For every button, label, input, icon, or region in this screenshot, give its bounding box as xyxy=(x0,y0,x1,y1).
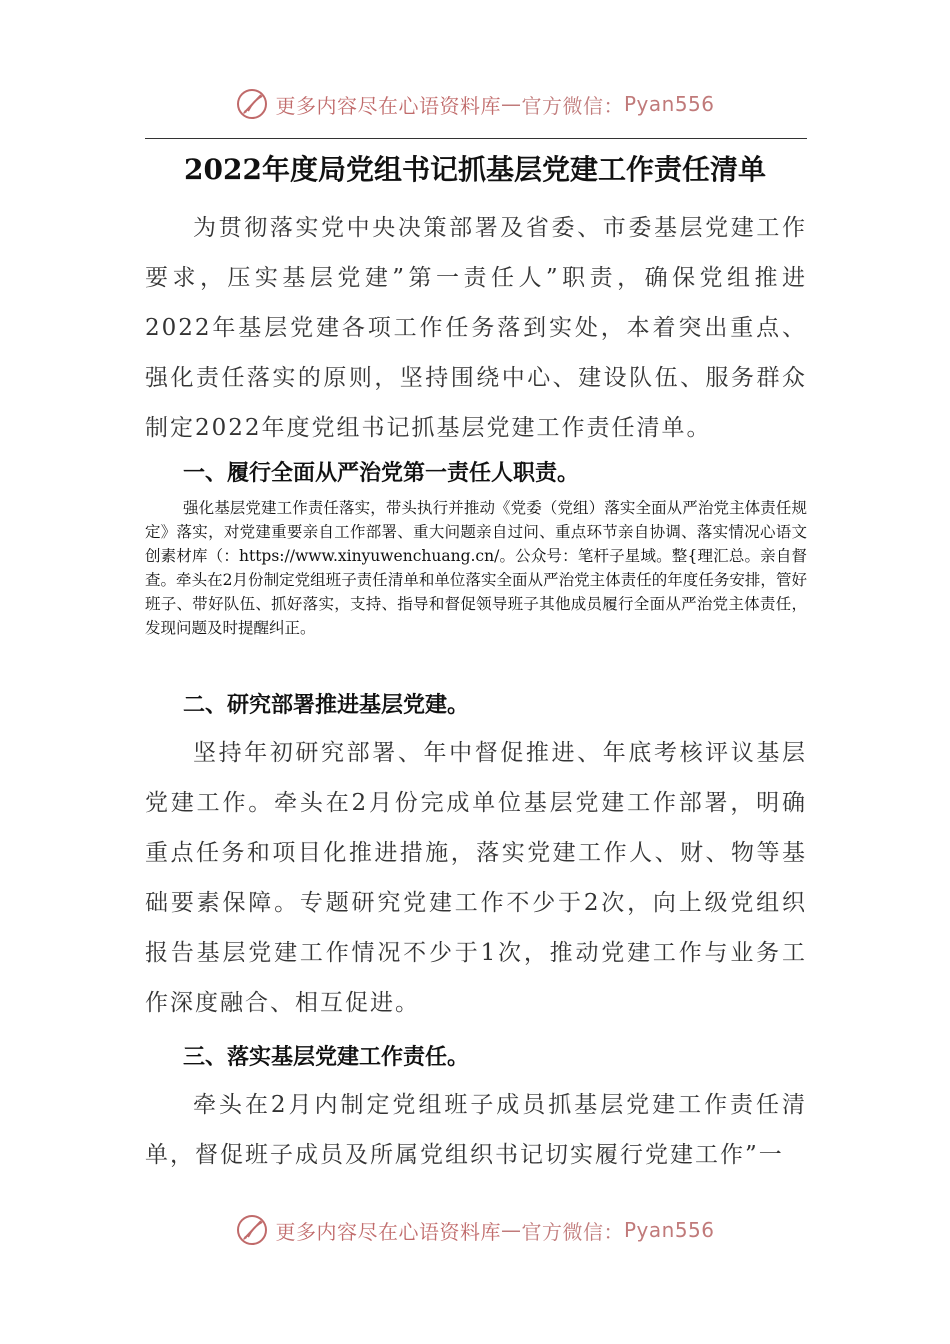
section2-heading: 二、研究部署推进基层党建。 xyxy=(183,692,470,718)
bottom-banner xyxy=(0,1210,950,1250)
quill-logo-icon xyxy=(235,1213,269,1247)
section3-heading: 三、落实基层党建工作责任。 xyxy=(183,1044,470,1070)
banner-dash: — xyxy=(500,1218,522,1242)
intro-paragraph: 为贯彻落实党中央决策部署及省委、市委基层党建工作要求，压实基层党建”第一责任人”职责，确保党组推进2022年基层党建各项工作任务落到实处，本着突出重点、强化责任落实的原则，坚持围绕中心、建设队伍、服务群众制定2022年度党组书记抓基层党建工作责任清单。 xyxy=(145,215,807,441)
banner-wechat-label: 官方微信： xyxy=(521,93,624,118)
banner-main-text: 更多内容尽在心语资料库 xyxy=(275,93,501,118)
banner-main-text: 更多内容尽在心语资料库 xyxy=(275,1219,501,1244)
banner-wechat-id: Pyan556 xyxy=(623,1218,715,1242)
banner-wechat-id: Pyan556 xyxy=(623,92,715,116)
section1-heading: 一、履行全面从严治党第一责任人职责。 xyxy=(183,460,580,486)
section1-body: 强化基层党建工作责任落实，带头执行并推动《党委（党组）落实全面从严治党主体责任规定》落实，对党建重要亲自工作部署、重大问题亲自过问、重点环节亲自协调、落实情况心语文创素材库（：https://www.xinyuwenchuang.cn/。公众号：笔杆子星域。整{理汇总。亲自督查。牵头在2月份制定党组班子责任清单和单位落实全面从严治党主体责任的年度任务安排，管好班子、带好队伍、抓好落实，支持、指导和督促领导班子其他成员履行全面从严治党主体责任，发现问题及时提醒纠正。 xyxy=(145,499,807,637)
header-rule xyxy=(145,138,807,139)
quill-logo-icon xyxy=(235,87,269,121)
section3-body: 牵头在2月内制定党组班子成员抓基层党建工作责任清单，督促班子成员及所属党组织书记切实履行党建工作”一 xyxy=(145,1092,807,1168)
document-title: 2022年度局党组书记抓基层党建工作责任清单 xyxy=(184,153,766,186)
section2-body: 坚持年初研究部署、年中督促推进、年底考核评议基层党建工作。牵头在2月份完成单位基层党建工作部署，明确重点任务和项目化推进措施，落实党建工作人、财、物等基础要素保障。专题研究党建工作不少于2次，向上级党组织报告基层党建工作情况不少于1次，推动党建工作与业务工作深度融合、相互促进。 xyxy=(145,740,807,1016)
banner-dash: — xyxy=(500,92,522,116)
top-banner xyxy=(0,84,950,124)
banner-wechat-label: 官方微信： xyxy=(521,1219,624,1244)
